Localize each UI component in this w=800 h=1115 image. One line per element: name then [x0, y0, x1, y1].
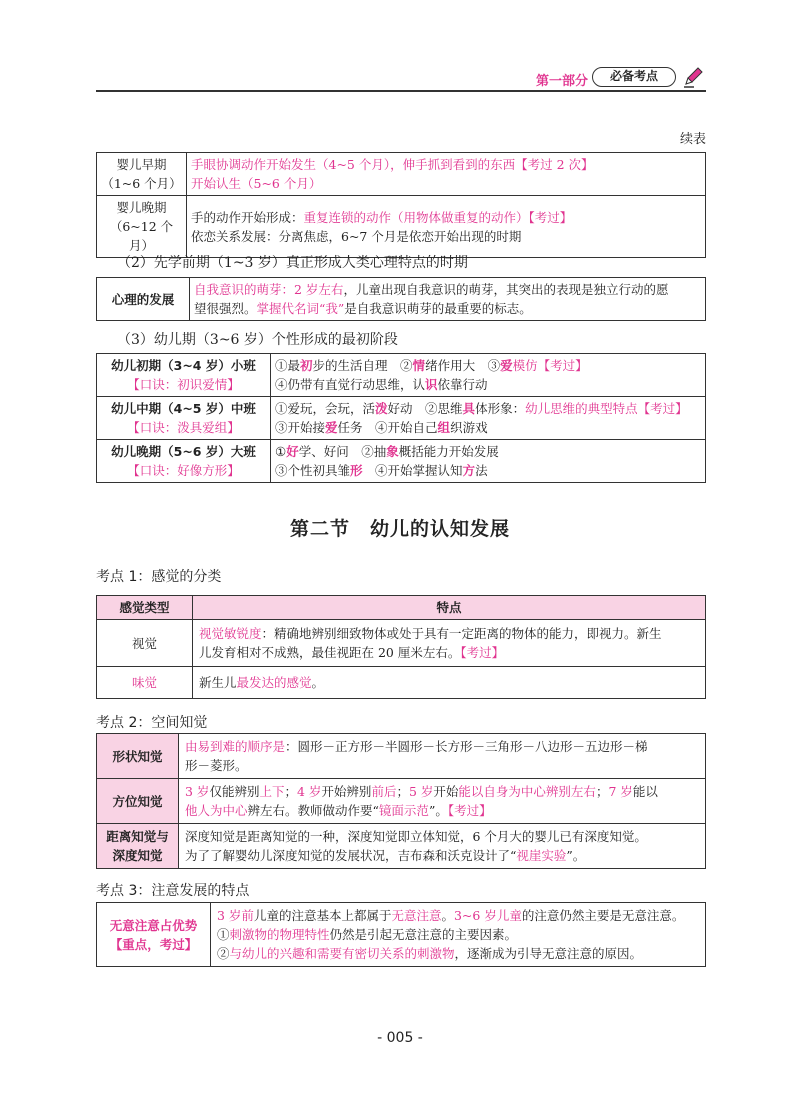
text-segment: 【考过】 [460, 645, 505, 660]
text-segment: 形－菱形。 [185, 758, 248, 773]
cell-line [199, 624, 699, 643]
text-segment: 开始辨别 [321, 784, 372, 799]
text-segment: 初 [300, 358, 313, 373]
text-segment: 仅能辨别 [209, 784, 260, 799]
text-segment: 。 [311, 675, 325, 690]
preschool-table [96, 353, 706, 483]
section-title: 第二节 幼儿的认知发展 [289, 518, 510, 540]
text-segment: 5 岁 [408, 784, 434, 799]
text-segment: ”。 [566, 848, 586, 863]
text-segment: 望很强烈。 [194, 301, 257, 316]
text-segment: ，儿童出现自我意识的萌芽，其突出的表现是独立行动的愿 [343, 282, 669, 297]
table-row [97, 354, 706, 397]
text-segment: 学、好问 ②抽 [298, 444, 387, 459]
text-segment: 手的动作开始形成： [191, 209, 304, 225]
row-content [187, 196, 706, 258]
text-segment: 步的生活自理 ② [312, 358, 413, 373]
text-segment: 象 [386, 444, 399, 459]
text-segment: 3~6 岁儿童 [453, 908, 522, 923]
row-label: 心理的发展 [97, 278, 190, 321]
text-segment: 与幼儿的兴趣和需要有密切关系的刺激物 [229, 946, 455, 961]
text-segment: ③开始接 [275, 420, 326, 435]
text-segment: 法 [475, 463, 488, 478]
table-row [97, 903, 706, 967]
text-segment: 。 [441, 908, 454, 923]
table-row [97, 734, 706, 779]
text-segment: 【考过】 [637, 401, 688, 416]
text-segment: ①最 [275, 358, 301, 373]
row-content [271, 440, 706, 483]
text-segment: 深度知觉是距离知觉的一种，深度知觉即立体知觉，6 个月大的婴儿已有深度知觉。 [185, 829, 647, 844]
text-segment: 绪作用大 ③ [425, 358, 501, 373]
text-segment: ，逐渐成为引导无意注意的原因。 [454, 946, 643, 961]
row-content [187, 153, 706, 196]
text-segment: 【考过】 [528, 209, 573, 225]
row-label [97, 440, 271, 483]
text-segment: 任务 ④开始自己 [337, 420, 438, 435]
text-segment: 体形象： [475, 401, 526, 416]
text-segment: ② [217, 946, 230, 961]
text-segment: 4 岁 [296, 784, 322, 799]
column-header: 感觉类型 [97, 596, 193, 620]
text-segment: 【考过】 [447, 803, 492, 818]
kaodian-1-heading: 考点 1：感觉的分类 [96, 569, 222, 585]
cell-line [185, 801, 699, 820]
label-line: 婴儿晚期 [116, 200, 167, 215]
cell-line [185, 782, 699, 801]
toddler-table [96, 277, 706, 321]
cell-line [275, 442, 701, 461]
column-header: 特点 [193, 596, 706, 620]
text-segment: 【考过】 [537, 358, 588, 373]
cell-line [199, 673, 699, 692]
row-content [179, 824, 706, 869]
text-segment: 前后 [371, 784, 397, 799]
header-section: 第一部分 [535, 74, 588, 89]
row-label [97, 354, 271, 397]
cell-line [191, 174, 701, 193]
table-row [97, 440, 706, 483]
text-segment: ； [595, 784, 609, 799]
text-segment: 他人为中心 [185, 803, 248, 818]
text-segment: 新生儿 [199, 675, 237, 690]
kaodian-3-heading: 考点 3：注意发展的特点 [96, 883, 250, 899]
text-segment: 掌握代名词“我” [256, 301, 345, 316]
text-segment: 3 岁 [185, 784, 210, 799]
subheading-toddler: （2）先学前期（1~3 岁）真正形成人类心理特点的时期 [117, 255, 468, 271]
table-row [97, 824, 706, 869]
text-segment: 儿发育相对不成熟，最佳视距在 20 厘米左右。 [199, 645, 461, 660]
text-segment: ④开始掌握认知 [362, 463, 463, 478]
row-label [97, 196, 187, 258]
row-label [97, 397, 271, 440]
kaodian-2-heading: 考点 2：空间知觉 [96, 715, 208, 731]
text-segment: 幼儿思维的典型特点 [525, 401, 638, 416]
attention-table [96, 902, 706, 967]
label-line: 【重点，考过】 [109, 936, 198, 952]
sensation-table [96, 595, 706, 699]
cell-line [275, 375, 701, 394]
text-segment: 7 岁 [608, 784, 633, 799]
text-segment: 的注意仍然主要是无意注意。 [521, 908, 685, 923]
table-row [97, 620, 706, 667]
cell-line [191, 155, 701, 174]
stage-label: 幼儿初期（3~4 岁）小班 [111, 358, 256, 373]
text-segment: 由易到难的顺序是 [185, 739, 286, 754]
text-segment: ①爱玩，会玩，活 [275, 401, 376, 416]
cell-line [199, 643, 699, 662]
text-segment: 开始认生（5~6 个月） [191, 176, 322, 191]
text-segment: 辨左右。教师做动作要“ [247, 803, 379, 818]
text-segment: ① [217, 927, 230, 942]
cell-line [191, 227, 701, 246]
label-line: 形状知觉 [112, 748, 163, 764]
row-label [97, 153, 187, 196]
label-line: 距离知觉与 [106, 829, 169, 844]
text-segment: 上下 [259, 784, 285, 799]
cell-line [275, 356, 701, 375]
text-segment: 【考过 2 次】 [515, 157, 594, 172]
row-content [193, 667, 706, 699]
text-segment: 为了了解婴幼儿深度知觉的发展状况，吉布森和沃克设计了“ [185, 848, 517, 863]
cell-line [194, 280, 701, 299]
text-segment: 镜面示范 [378, 803, 429, 818]
subheading-preschool: （3）幼儿期（3~6 岁）个性形成的最初阶段 [117, 332, 398, 348]
cell-line [217, 906, 699, 925]
text-segment: ：圆形－正方形－半圆形－长方形－三角形－八边形－五边形－梯 [285, 739, 648, 754]
text-segment: 好动 ②思维 [387, 401, 463, 416]
cell-line [185, 846, 699, 865]
text-segment: 泼 [375, 401, 388, 416]
cell-line [185, 756, 699, 775]
stage-label: 幼儿晚期（5~6 岁）大班 [111, 444, 256, 459]
mnemonic: 【口诀：泼具爱组】 [127, 420, 240, 435]
cell-line [185, 827, 699, 846]
text-segment: 无意注意 [391, 908, 442, 923]
label-line: （1~6 个月） [101, 176, 182, 191]
text-segment: 好 [286, 444, 299, 459]
text-segment: 视崖实验 [516, 848, 567, 863]
row-label: 味觉 [97, 667, 193, 699]
row-label [97, 779, 179, 824]
text-segment: 开始 [433, 784, 459, 799]
mnemonic: 【口诀：初识爱情】 [127, 377, 240, 392]
row-label: 视觉 [97, 620, 193, 667]
cell-line [275, 461, 701, 480]
infancy-table [96, 152, 706, 258]
cell-line [194, 299, 701, 318]
text-segment: 手眼协调动作开始发生（4~5 个月），伸手抓到看到的东西 [191, 157, 516, 172]
continued-label: 续表 [679, 132, 706, 147]
text-segment: ① [275, 444, 287, 459]
row-content [179, 734, 706, 779]
mnemonic: 【口诀：好像方形】 [127, 463, 240, 478]
text-segment: 能以 [632, 784, 658, 799]
text-segment: 儿童的注意基本上都属于 [253, 908, 392, 923]
text-segment: ：精确地辨别细致物体或处于具有一定距离的物体的能力，即视力。新生 [261, 626, 662, 641]
header-tag: 必备考点 [592, 67, 676, 87]
text-segment: 最发达的感觉 [236, 675, 312, 690]
row-content [179, 779, 706, 824]
row-content [193, 620, 706, 667]
cell-line [185, 737, 699, 756]
text-segment: 依靠行动 [437, 377, 488, 392]
label-line: 方位知觉 [112, 793, 163, 809]
text-segment: 模仿 [512, 358, 538, 373]
text-segment: 是自我意识萌芽的最重要的标志。 [344, 301, 532, 316]
label-line: 无意注意占优势 [109, 917, 198, 933]
text-segment: 自我意识的萌芽：2 岁左右 [194, 282, 344, 297]
header-row [97, 596, 706, 620]
text-segment: 爱 [325, 420, 338, 435]
text-segment: 重复连锁的动作（用物体做重复的动作） [303, 209, 529, 225]
page-number: - 005 - [377, 1030, 423, 1046]
row-content [211, 903, 706, 967]
text-segment: 织游戏 [450, 420, 488, 435]
row-label [97, 824, 179, 869]
text-segment: 方 [462, 463, 476, 478]
row-label [97, 734, 179, 779]
text-segment: 概括能力开始发展 [398, 444, 499, 459]
text-segment: ④仍带有直觉行动思维，认 [275, 377, 426, 392]
label-line: （6~12 个月） [109, 219, 174, 253]
cell-line [217, 944, 699, 963]
table-row [97, 397, 706, 440]
label-line: 深度知觉 [112, 848, 163, 863]
text-segment: 识 [425, 377, 438, 392]
text-segment: ； [396, 784, 409, 799]
text-segment: 能以自身为中心辨别左右 [458, 784, 596, 799]
spatial-perception-table [96, 733, 706, 869]
text-segment: 仍然是引起无意注意的主要因素。 [329, 927, 518, 942]
text-segment: ③个性初具雏 [275, 463, 351, 478]
text-segment: 情 [412, 358, 426, 373]
table-row [97, 196, 706, 258]
row-content [271, 397, 706, 440]
cell-line [191, 208, 701, 227]
text-segment: 形 [350, 463, 363, 478]
text-segment: 具 [462, 401, 476, 416]
text-segment: 爱 [500, 358, 513, 373]
text-segment: ； [284, 784, 297, 799]
label-line: 婴儿早期 [116, 157, 167, 172]
text-segment: 依恋关系发展：分离焦虑，6~7 个月是依恋开始出现的时期 [191, 228, 522, 244]
text-segment: 刺激物的物理特性 [229, 927, 330, 942]
page-header [96, 66, 706, 92]
row-label [97, 903, 211, 967]
text-segment: 3 岁前 [217, 908, 254, 923]
cell-line [217, 925, 699, 944]
table-row [97, 667, 706, 699]
table-row [97, 153, 706, 196]
table-row [97, 278, 706, 321]
cell-line [275, 399, 701, 418]
text-segment: 组 [437, 420, 451, 435]
stage-label: 幼儿中期（4~5 岁）中班 [111, 401, 256, 416]
row-content [190, 278, 706, 321]
text-segment: ”。 [428, 803, 448, 818]
cell-line [275, 418, 701, 437]
pencil-icon [682, 66, 704, 88]
row-content [271, 354, 706, 397]
table-row [97, 779, 706, 824]
text-segment: 视觉敏锐度 [199, 626, 262, 641]
